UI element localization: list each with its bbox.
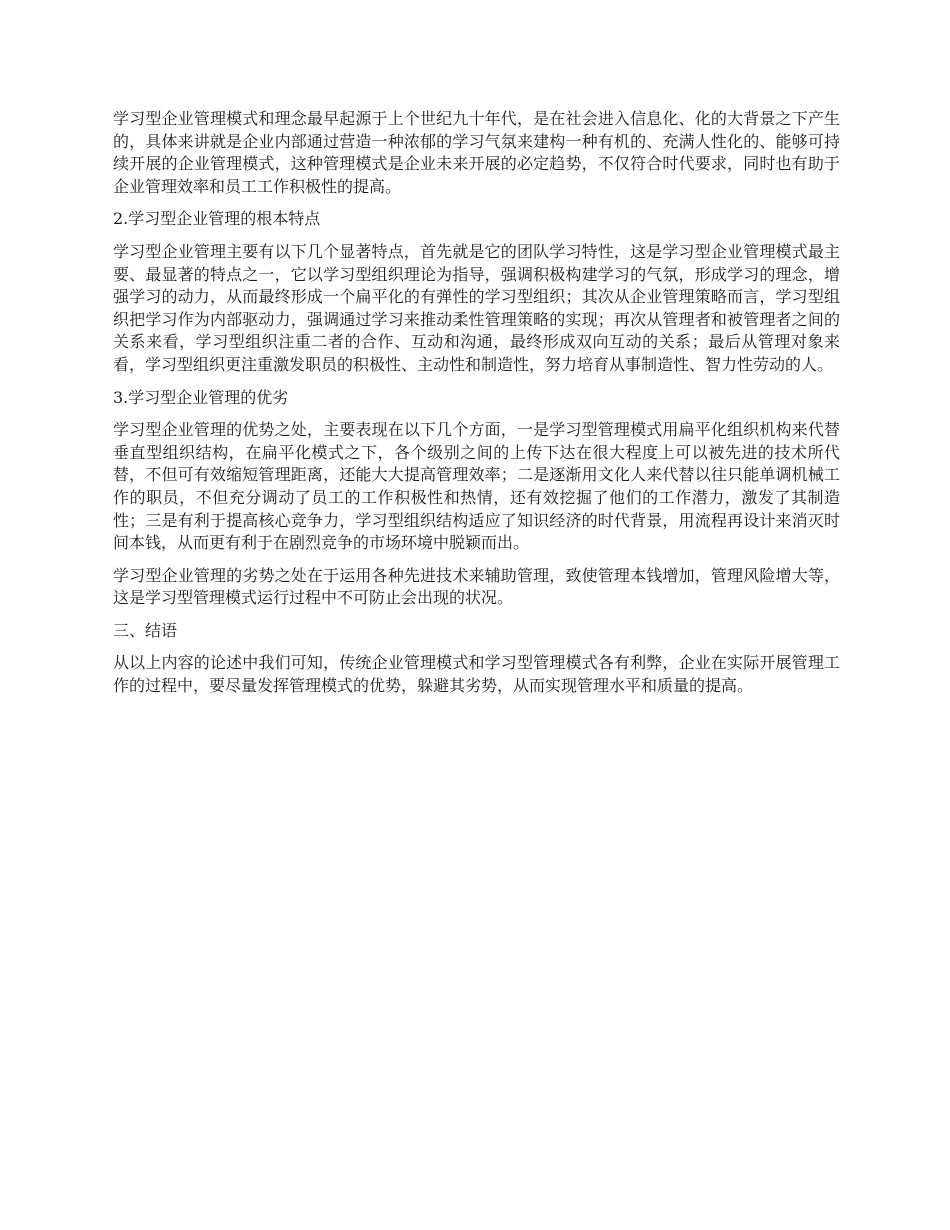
paragraph-disadvantages: 学习型企业管理的劣势之处在于运用各种先进技术来辅助管理，致使管理本钱增加，管理风险增大等，这是学习型管理模式运行过程中不可防止会出现的状况。 bbox=[113, 565, 840, 608]
section-heading-conclusion: 三、结语 bbox=[113, 620, 178, 640]
section-heading-characteristics: 2.学习型企业管理的根本特点 bbox=[113, 209, 321, 229]
paragraph-origin: 学习型企业管理模式和理念最早起源于上个世纪九十年代，是在社会进入信息化、化的大背景之下产生的，具体来讲就是企业内部通过营造一种浓郁的学习气氛来建构一种有机的、充满人性化的、能够可持续开展的企业管理模式，这种管理模式是企业未来开展的必定趋势，不仅符合时代要求，同时也有助于企业管理效率和员工工作积极性的提高。 bbox=[113, 109, 840, 196]
document-page bbox=[113, 108, 840, 708]
paragraph-conclusion: 从以上内容的论述中我们可知，传统企业管理模式和学习型管理模式各有利弊，企业在实际开展管理工作的过程中，要尽量发挥管理模式的优势，躲避其劣势，从而实现管理水平和质量的提高。 bbox=[113, 653, 840, 696]
paragraph-characteristics: 学习型企业管理主要有以下几个显著特点，首先就是它的团队学习特性，这是学习型企业管理模式最主要、最显著的特点之一，它以学习型组织理论为指导，强调积极构建学习的气氛，形成学习的理念，增强学习的动力，从而最终形成一个扁平化的有弹性的学习型组织；其次从企业管理策略而言，学习型组织把学习作为内部驱动力，强调通过学习来推动柔性管理策略的实现；再次从管理者和被管理者之间的关系来看，学习型组织注重二者的合作、互动和沟通，最终形成双向互动的关系；最后从管理对象来看，学习型组织更注重激发职员的积极性、主动性和制造性，努力培育从事制造性、智力性劳动的人。 bbox=[113, 241, 840, 374]
paragraph-advantages: 学习型企业管理的优势之处，主要表现在以下几个方面，一是学习型管理模式用扁平化组织机构来代替垂直型组织结构，在扁平化模式之下，各个级别之间的上传下达在很大程度上可以被先进的技术所代替，不但可有效缩短管理距离，还能大大提高管理效率；二是逐渐用文化人来代替以往只能单调机械工作的职员，不但充分调动了员工的工作积极性和热情，还有效挖掘了他们的工作潜力，激发了其制造性；三是有利于提高核心竞争力，学习型组织结构适应了知识经济的时代背景，用流程再设计来消灭时间本钱，从而更有利于在剧烈竞争的市场环境中脱颖而出。 bbox=[113, 420, 840, 553]
section-heading-pros-cons: 3.学习型企业管理的优劣 bbox=[113, 387, 289, 407]
